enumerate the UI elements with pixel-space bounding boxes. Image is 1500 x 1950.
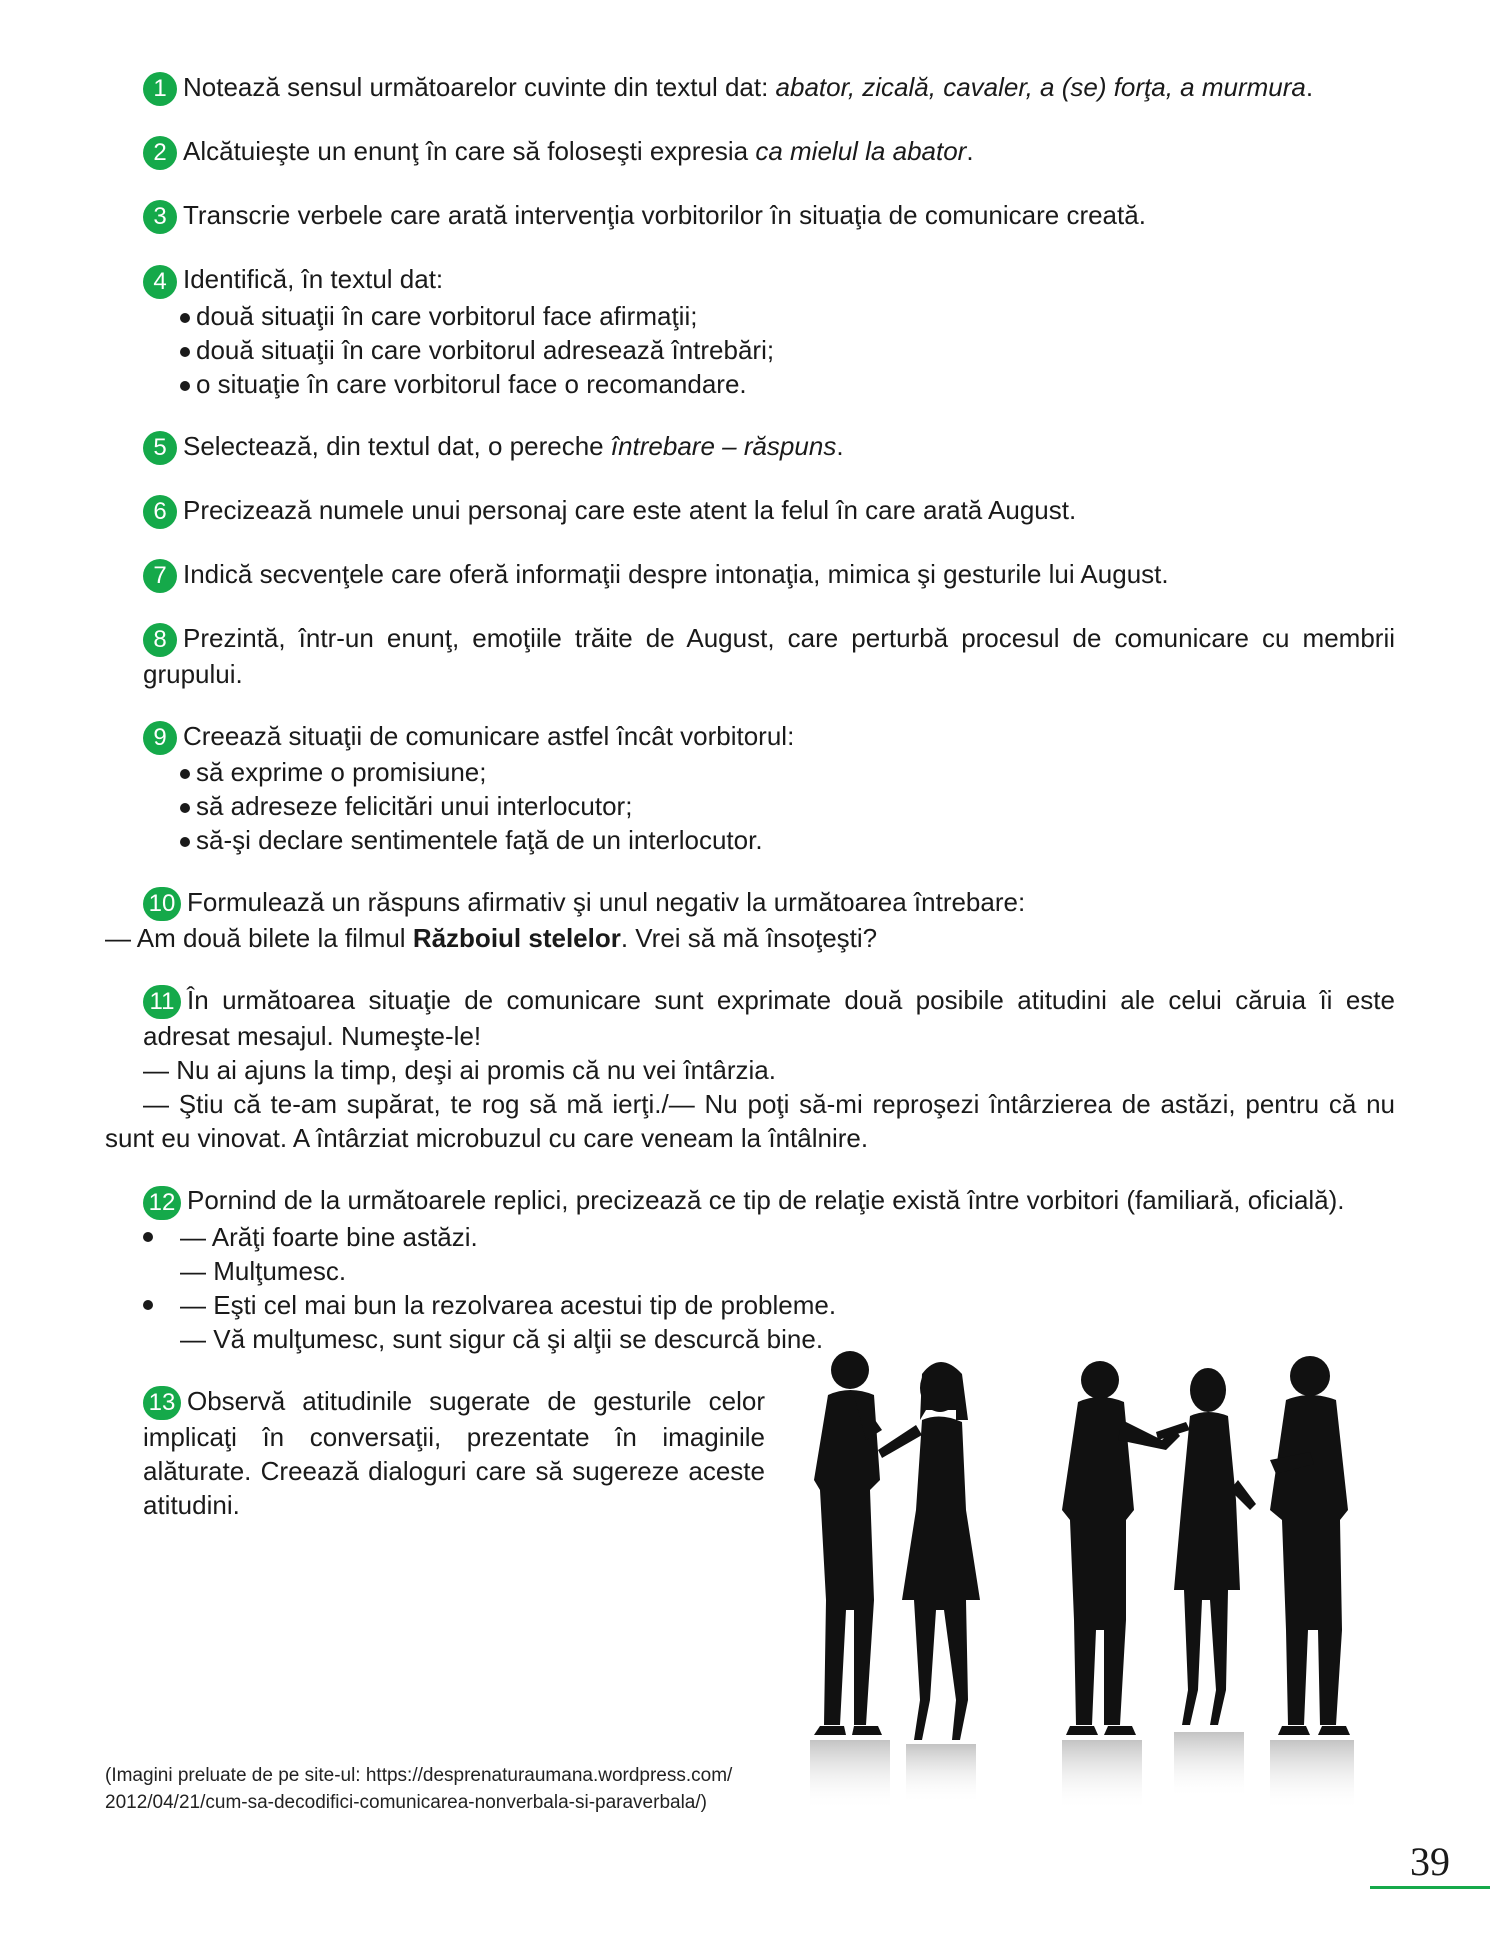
exercise-italic: întrebare – răspuns <box>610 430 837 461</box>
bullet-item <box>105 367 1395 401</box>
dialogue-line: — Ştiu că te-am supărat, te rog să mă ierţi./— Nu poţi să-mi reproşezi întârzierea de astăzi, pentru că nu sunt eu vinovat. A întârziat microbuzul cu care veneam la întâlnire. <box>105 1089 1395 1154</box>
exercise-5 <box>105 429 1395 465</box>
exercise-italic: ca mielul la abator <box>755 136 967 167</box>
exercise-text: Identifică, în textul dat: <box>183 264 444 295</box>
bullet-text: o situaţie în care vorbitorul face o recomandare. <box>196 368 747 399</box>
exercise-number: 12 <box>143 1186 181 1220</box>
exercise-text: Indică secvenţele care oferă informaţii despre intonaţia, mimica şi gesturile lui August. <box>183 558 1169 589</box>
exercise-text: Transcrie verbele care arată intervenţia vorbitorilor în situaţia de comunicare creată. <box>183 200 1146 231</box>
exercise-number: 13 <box>143 1386 181 1420</box>
floor-reflection <box>810 1732 1354 1810</box>
exercise-number: 3 <box>143 200 177 234</box>
film-title: Războiul stelelor <box>412 923 621 954</box>
bullet-icon <box>180 313 190 323</box>
page-number: 39 <box>1410 1839 1450 1884</box>
exercise-number: 5 <box>143 431 177 465</box>
dialogue-text: — Am două bilete la filmul <box>105 923 413 954</box>
exercise-11 <box>105 983 1395 1155</box>
exercise-text: Precizează numele unui personaj care este atent la felul în care arată August. <box>183 494 1077 525</box>
bullet-item <box>105 789 1395 823</box>
exercise-1 <box>105 70 1395 106</box>
exercise-10 <box>105 885 1395 955</box>
punct: . <box>1305 72 1314 102</box>
exercise-9 <box>105 719 1395 857</box>
exercise-7 <box>105 557 1395 593</box>
silhouette-man-listening <box>1270 1356 1350 1735</box>
bullet-item <box>105 755 1395 789</box>
bullet-text: să adreseze felicitări unui interlocutor; <box>196 791 633 822</box>
exercise-2 <box>105 134 1395 170</box>
bullet-text: două situaţii în care vorbitorul adresează întrebări; <box>196 334 775 365</box>
exercise-text: Prezintă, într-un enunţ, emoţiile trăite de August, care perturbă procesul de comunicare cu membrii grupului. <box>143 622 1395 689</box>
exercise-number: 1 <box>143 72 177 106</box>
bullet-icon <box>143 1300 153 1310</box>
page-number-underline <box>1370 1886 1490 1889</box>
dialogue-line <box>105 921 1395 955</box>
exercise-number: 8 <box>143 623 177 657</box>
silhouette-man-gesturing <box>1062 1361 1180 1735</box>
exercise-number: 6 <box>143 495 177 529</box>
exercise-text: Selectează, din textul dat, o pereche <box>183 430 611 461</box>
exercise-number: 10 <box>143 887 181 921</box>
dialogue-line <box>105 1254 1395 1288</box>
exercise-12 <box>105 1183 1395 1355</box>
bullet-icon <box>180 381 190 391</box>
bullet-icon <box>180 769 190 779</box>
exercise-number: 4 <box>143 265 177 299</box>
dialogue-line: — Nu ai ajuns la timp, deşi ai promis că nu vei întârzia. <box>143 1055 776 1086</box>
punct: . <box>836 430 844 461</box>
bullet-icon <box>143 1232 153 1242</box>
exercise-number: 7 <box>143 559 177 593</box>
bullet-icon <box>180 837 190 847</box>
exercise-text: În următoarea situaţie de comunicare sunt exprimate două posibile atitudini ale celui căruia îi este adresat mesajul. Numeşte-le! <box>143 985 1395 1052</box>
image-credit: (Imagini preluate de pe site-ul: https://desprenaturaumana.wordpress.com/ 2012/04/21/cum-sa-decodifici-comunicarea-nonverbala-si-paraverbala/) <box>105 1765 733 1813</box>
silhouette-woman-talking <box>878 1362 980 1740</box>
dialogue-text: — Mulţumesc. <box>180 1255 347 1286</box>
exercise-text: Creează situaţii de comunicare astfel încât vorbitorul: <box>183 721 795 751</box>
exercise-number: 11 <box>143 985 181 1019</box>
bullet-item <box>105 299 1395 333</box>
exercise-text: Notează sensul următoarelor cuvinte din textul dat: <box>183 72 776 102</box>
exercise-4 <box>105 262 1395 400</box>
exercise-13 <box>105 1384 765 1522</box>
dialogue-text: . Vrei să mă însoţeşti? <box>620 923 878 954</box>
exercise-text: Pornind de la următoarele replici, precizează ce tip de relaţie există între vorbitori (familiară, oficială). <box>187 1185 1345 1216</box>
exercise-6 <box>105 493 1395 529</box>
exercise-list <box>105 70 1395 1550</box>
exercise-8 <box>105 621 1395 691</box>
conversation-silhouettes-image <box>770 1340 1410 1820</box>
bullet-item <box>105 333 1395 367</box>
silhouette-man-thinking <box>814 1351 882 1735</box>
exercise-text: Formulează un răspuns afirmativ şi unul negativ la următoarea întrebare: <box>187 887 1026 918</box>
dialogue-line <box>105 1220 1395 1254</box>
bullet-text: două situaţii în care vorbitorul face afirmaţii; <box>196 300 698 331</box>
bullet-item <box>105 823 1395 857</box>
dialogue-line <box>105 1288 1395 1322</box>
bullet-icon <box>180 347 190 357</box>
dialogue-text: — Vă mulţumesc, sunt sigur că şi alţii se descurcă bine. <box>180 1323 824 1354</box>
bullet-text: să exprime o promisiune; <box>196 757 487 788</box>
exercise-text: Observă atitudinile sugerate de gesturile celor implicaţi în conversaţii, prezentate în imaginile alăturate. Creează dialoguri care să sugereze aceste atitudini. <box>143 1385 765 1520</box>
punct: . <box>966 136 974 167</box>
dialogue-text: — Arăţi foarte bine astăzi. <box>180 1221 478 1252</box>
exercise-text: Alcătuieşte un enunţ în care să foloseşti expresia <box>183 136 756 167</box>
bullet-icon <box>180 803 190 813</box>
exercise-number: 2 <box>143 136 177 170</box>
exercise-number: 9 <box>143 721 177 755</box>
bullet-text: să-şi declare sentimentele faţă de un interlocutor. <box>196 825 763 856</box>
dialogue-text: — Eşti cel mai bun la rezolvarea acestui tip de probleme. <box>180 1289 837 1320</box>
silhouette-woman-explaining <box>1156 1368 1256 1725</box>
exercise-3 <box>105 198 1395 234</box>
exercise-italic: abator, zicală, cavaler, a (se) forţa, a murmura <box>775 72 1306 102</box>
